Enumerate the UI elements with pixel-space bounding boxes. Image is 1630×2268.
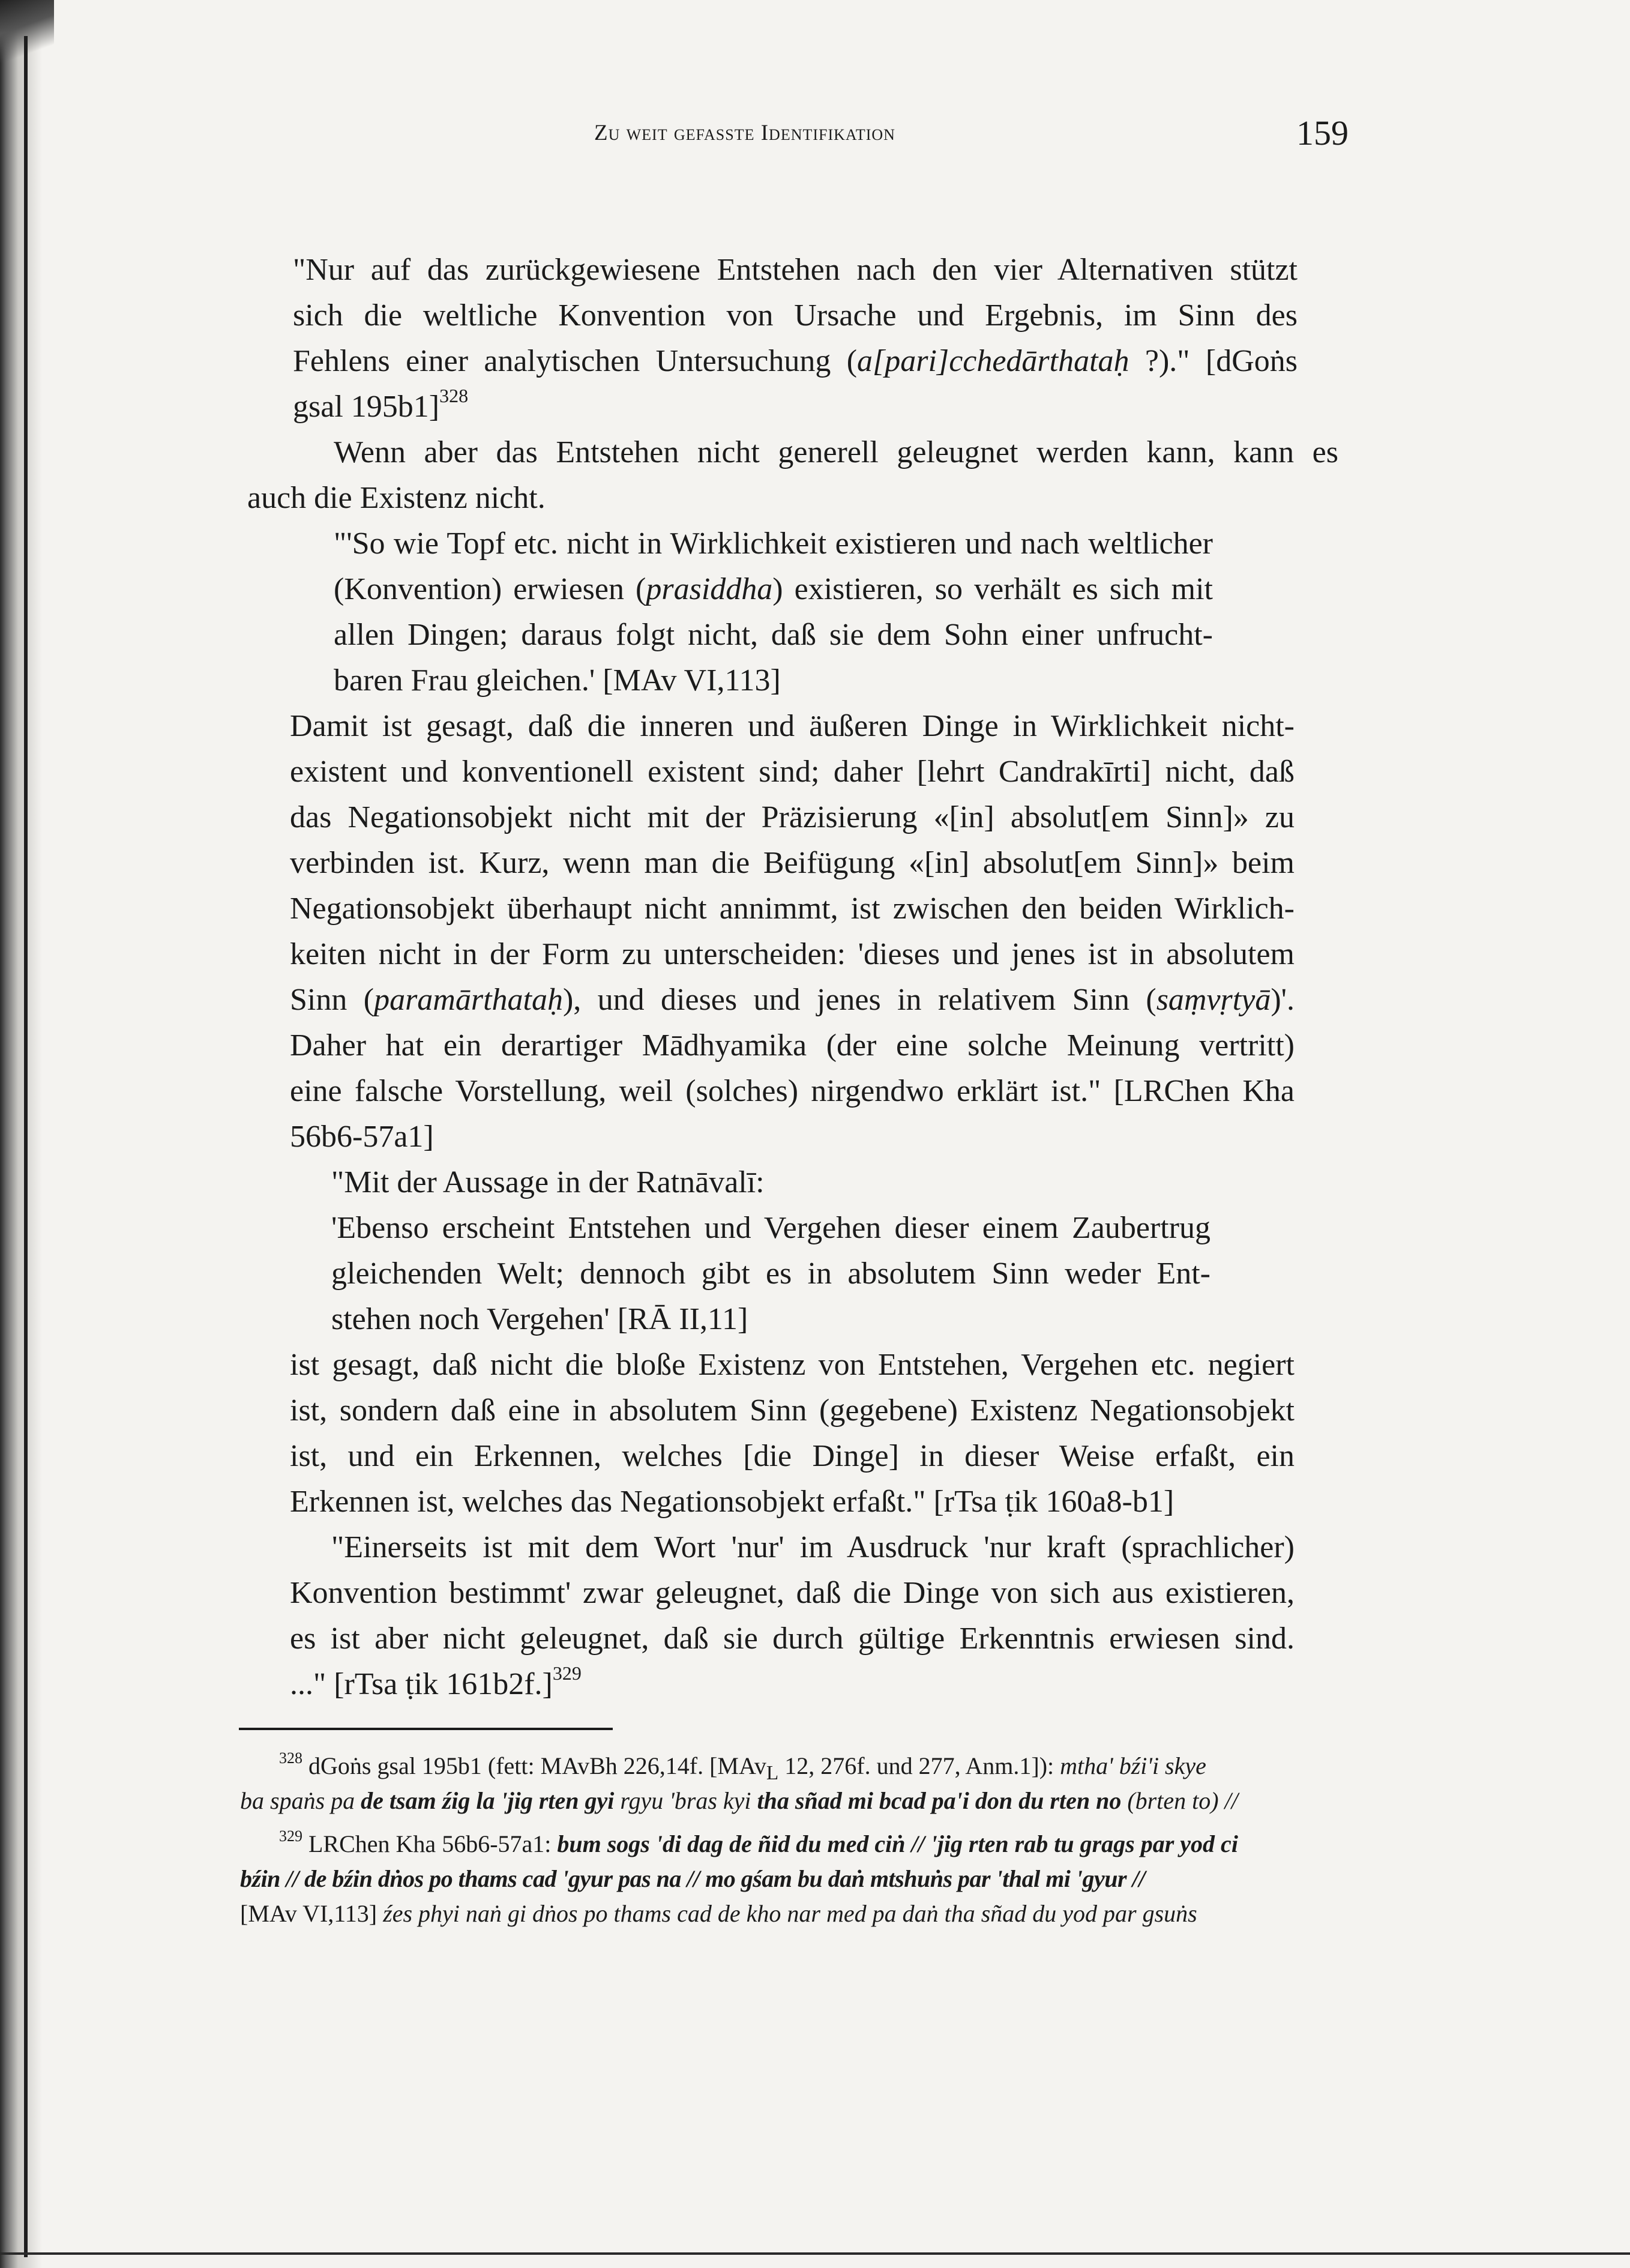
p6-line-4: ..." [rTsa ṭik 161b2f.]$^{329}$ xyxy=(290,1662,582,1701)
footnote-separator xyxy=(239,1728,613,1730)
footnote-329-line-2: bźin // de bźin dṅos po thams cad 'gyur pas na // mo gśam bu daṅ mtshuṅs par 'thal mi 'gyur // xyxy=(240,1865,1145,1892)
scan-binding-shadow xyxy=(0,0,42,2268)
quote2-line-2: gleichenden Welt; dennoch gibt es in absolutem Sinn weder Ent- xyxy=(331,1256,1210,1291)
quote1-line-4: baren Frau gleichen.' [MAv VI,113] xyxy=(334,663,781,698)
p3-line-3: das Negationsobjekt nicht mit der Präzisierung «[in] absolut[em Sinn]» zu xyxy=(290,800,1295,834)
p5-line-4: Erkennen ist, welches das Negationsobjekt erfaßt." [rTsa ṭik 160a8-b1] xyxy=(290,1485,1174,1519)
p3-line-9: eine falsche Vorstellung, weil (solches) nirgendwo erklärt ist." [LRChen Kha xyxy=(290,1074,1295,1108)
page-number: 159 xyxy=(1296,113,1349,152)
p5-line-2: ist, sondern daß eine in absolutem Sinn (gegebene) Existenz Negationsobjekt xyxy=(290,1393,1295,1428)
footnote-329-line-3: [MAv VI,113] źes phyi naṅ gi dṅos po thams cad de kho nar med pa daṅ tha sñad du yod par gsuṅs xyxy=(240,1900,1197,1927)
p1-line-4: gsal 195b1]$^{328}$ xyxy=(293,385,469,424)
p6-line-1: "Einerseits ist mit dem Wort 'nur' im Ausdruck 'nur kraft (sprachlicher) xyxy=(331,1530,1295,1564)
p6-line-3: es ist aber nicht geleugnet, daß sie durch gültige Erkenntnis erwiesen sind. xyxy=(290,1621,1295,1656)
p2-line-1: Wenn aber das Entstehen nicht generell geleugnet werden kann, kann es xyxy=(334,435,1338,469)
footnote-ref-329[interactable]: 329 xyxy=(552,1662,582,1684)
p1-line-2: sich die weltliche Konvention von Ursache und Ergebnis, im Sinn des xyxy=(293,298,1298,333)
scan-bottom-edge xyxy=(0,2252,1630,2255)
quote2-line-3: stehen noch Vergehen' [RĀ II,11] xyxy=(331,1302,748,1336)
footnote-number: 329 xyxy=(279,1827,302,1845)
p3-line-10: 56b6-57a1] xyxy=(290,1120,434,1154)
quote1-line-2: (Konvention) erwiesen (prasiddha) existieren, so verhält es sich mit xyxy=(334,572,1213,606)
quote1-line-1: "'So wie Topf etc. nicht in Wirklichkeit existieren und nach weltlicher xyxy=(334,526,1213,561)
running-head: Zu weit gefasste Identifikation xyxy=(594,121,895,145)
footnote-329-line-1: $^{329}$ LRChen Kha 56b6-57a1: bum sogs 'di dag de ñid du med ciṅ // 'jig rten rab tu grags par yod ci xyxy=(279,1827,1238,1857)
quote1-line-3: allen Dingen; daraus folgt nicht, daß sie dem Sohn einer unfrucht- xyxy=(334,618,1213,652)
scan-binding-edge xyxy=(24,36,28,2257)
p3-line-4: verbinden ist. Kurz, wenn man die Beifügung «[in] absolut[em Sinn]» beim xyxy=(290,846,1295,880)
p1-line-3: Fehlens einer analytischen Untersuchung (a[pari]cchedārthataḥ ?)." [dGoṅs xyxy=(293,344,1298,378)
p3-line-7: Sinn (paramārthataḥ), und dieses und jenes in relativem Sinn (saṃvṛtyā)'. xyxy=(290,983,1295,1017)
quote2-line-1: 'Ebenso erscheint Entstehen und Vergehen dieser einem Zaubertrug xyxy=(331,1211,1210,1245)
footnote-number: 328 xyxy=(279,1749,302,1767)
p3-line-5: Negationsobjekt überhaupt nicht annimmt, ist zwischen den beiden Wirklich- xyxy=(290,891,1295,926)
p3-line-6: keiten nicht in der Form zu unterscheiden: 'dieses und jenes ist in absolutem xyxy=(290,937,1295,971)
sanskrit-term: saṃvṛtyā xyxy=(1156,983,1271,1017)
sanskrit-term: paramārthataḥ xyxy=(374,983,563,1017)
footnote-328-line-1: $^{328}$ dGoṅs gsal 195b1 (fett: MAvBh 226,14f. [MAv$_L$ 12, 276f. und 277, Anm.1]): mtha' bźi'i skye xyxy=(279,1749,1206,1784)
p3-line-1: Damit ist gesagt, daß die inneren und äußeren Dinge in Wirklichkeit nicht- xyxy=(290,709,1295,743)
p6-line-2: Konvention bestimmt' zwar geleugnet, daß die Dinge von sich aus existieren, xyxy=(290,1576,1295,1610)
footnote-328-line-2: ba spaṅs pa de tsam źig la 'jig rten gyi rgyu 'bras kyi tha sñad mi bcad pa'i don du rten no (brten to) // xyxy=(240,1787,1238,1814)
p3-line-8: Daher hat ein derartiger Mādhyamika (der eine solche Meinung vertritt) xyxy=(290,1028,1295,1063)
sanskrit-term: prasiddha xyxy=(646,572,773,606)
p1-line-1: "Nur auf das zurückgewiesene Entstehen nach den vier Alternativen stützt xyxy=(293,253,1298,287)
p2-line-2: auch die Existenz nicht. xyxy=(247,481,546,515)
p3-line-2: existent und konventionell existent sind; daher [lehrt Candrakīrti] nicht, daß xyxy=(290,755,1295,789)
sanskrit-term: a[pari]cchedārthataḥ xyxy=(857,344,1129,378)
p5-line-1: ist gesagt, daß nicht die bloße Existenz von Entstehen, Vergehen etc. negiert xyxy=(290,1348,1295,1382)
p5-line-3: ist, und ein Erkennen, welches [die Dinge] in dieser Weise erfaßt, ein xyxy=(290,1439,1295,1473)
p4-line-1: "Mit der Aussage in der Ratnāvalī: xyxy=(331,1165,765,1199)
footnote-ref-328[interactable]: 328 xyxy=(439,385,469,406)
